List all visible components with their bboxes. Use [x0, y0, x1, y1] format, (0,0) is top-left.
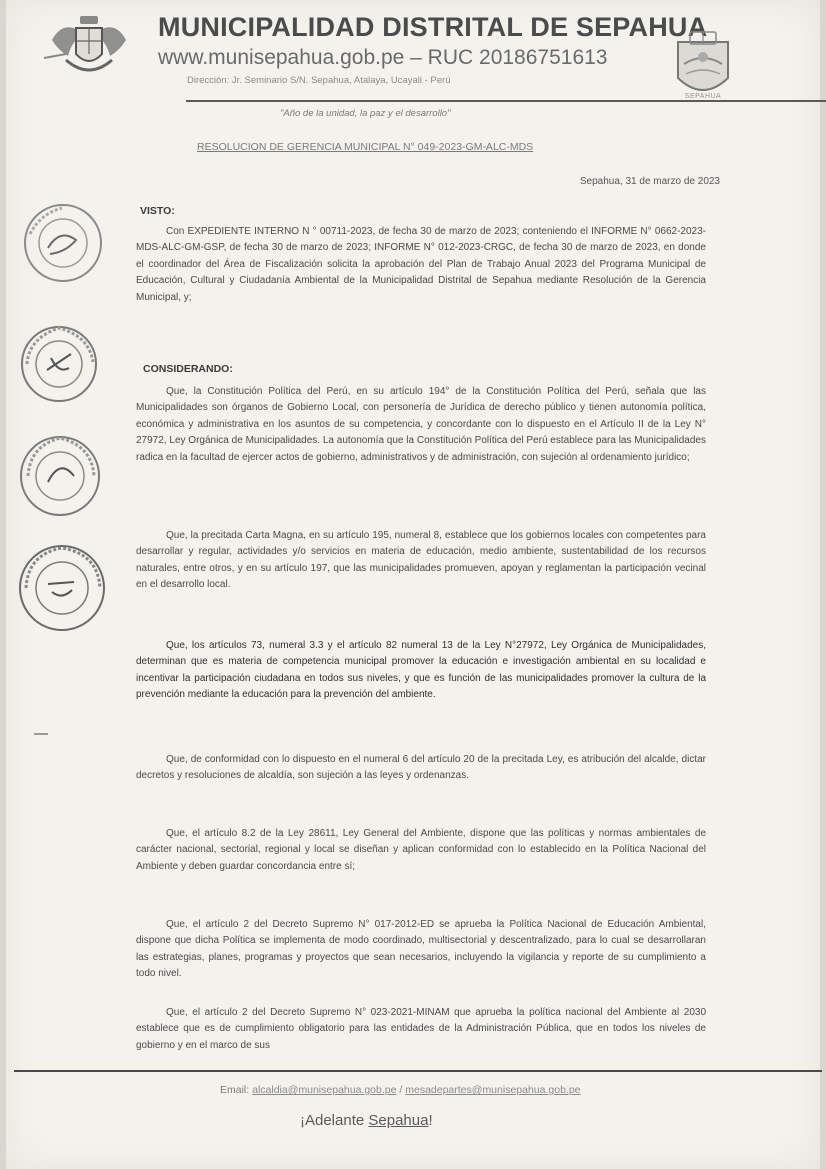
- year-motto: "Año de la unidad, la paz y el desarrollo": [280, 108, 451, 119]
- footer-slogan: [300, 1112, 540, 1129]
- slogan-prefix: ¡Adelante: [300, 1112, 369, 1129]
- visto-paragraph: Con EXPEDIENTE INTERNO N ° 00711-2023, de fecha 30 de marzo de 2023; conteniendo el INFORME N° 0662-2023-MDS-ALC-GM-GSP, de fecha 30 de marzo de 2023; INFORME N° 012-2023-CRGC, de fecha 30 de marzo de 2023, en donde el coordinador del Área de Fiscalización solicita la aprobación del Plan de Trabajo Anual 2023 del Programa Municipal de Educación, Cultural y Ciudadanía Ambiental de la Municipalidad Distrital de Sepahua mediante Resolución de la Gerencia Municipal, y;: [136, 226, 706, 303]
- address-line: Dirección: Jr. Seminario S/N. Sepahua, Atalaya, Ucayali - Perú: [187, 75, 451, 86]
- official-seal-4-icon: [14, 540, 110, 636]
- considerando-paragraph-5: Que, el artículo 8.2 de la Ley 28611, Ley General del Ambiente, dispone que las políticas y normas ambientales de carácter nacional, sectorial, regional y local se diseñan y aplican conformidad con lo establecido en la Política Nacional del Ambiente y deben guardar concordancia entre sí;: [136, 828, 706, 872]
- header-divider: [186, 100, 826, 102]
- considerando-heading: CONSIDERANDO:: [143, 363, 233, 375]
- email-link-mesadepartes[interactable]: mesadepartes@munisepahua.gob.pe: [405, 1084, 581, 1096]
- considerando-paragraph-7: Que, el artículo 2 del Decreto Supremo N° 023-2021-MINAM que aprueba la política nacional del Ambiente al 2030 establece que es de cumplimiento obligatorio para las entidades de la Administración Pública, que en todos los niveles de gobierno y en el marco de sus: [136, 1007, 706, 1051]
- issue-date: Sepahua, 31 de marzo de 2023: [579, 176, 720, 187]
- slogan-suffix: !: [428, 1112, 433, 1129]
- right-logo-caption: SEPAHUA: [684, 93, 722, 100]
- slogan-highlight: Sepahua: [368, 1112, 429, 1129]
- considerando-paragraph-3: Que, los artículos 73, numeral 3.3 y el artículo 82 numeral 13 de la Ley N°27972, Ley Orgánica de Municipalidades, determinan que es materia de competencia municipal promover la educación e investigación ambiental en su localidad e incentivar la participación ciudadana en todos sus niveles, y que es función de las municipalidades promover la cultura de la prevención mediante la educación para la prevención del ambiente.: [136, 640, 706, 701]
- considerando-paragraph-6: Que, el artículo 2 del Decreto Supremo N° 017-2012-ED se aprueba la Política Nacional de Educación Ambiental, dispone que dicha Política se implementa de modo coordinado, multisectorial y descentralizado, para lo cual se desarrollaran las estrategias, planes, programas y proyectos que sean necesarios, incluyendo la vigilancia y reporte de su cumplimiento a todo nivel.: [136, 919, 706, 980]
- website-and-ruc: www.munisepahua.gob.pe – RUC 20186751613: [158, 46, 608, 69]
- official-seal-3-icon: [16, 432, 104, 520]
- margin-mark: [34, 733, 48, 735]
- considerando-paragraph-1: Que, la Constitución Política del Perú, en su artículo 194° de la Constitución Política del Perú, señala que las Municipalidades son órganos de Gobierno Local, con personería de Jurídica de derecho público y tienen autonomía política, económica y administrativa en los asuntos de su competencia, y concordante con lo dispuesto en el Artículo II de la Ley N° 27972, Ley Orgánica de Municipalidades. La autonomía que la Constitución Política del Perú establece para las Municipalidades radica en la facultad de ejercer actos de gobierno, administrativos y de administración, con sujeción al ordenamiento jurídico;: [136, 386, 706, 463]
- email-link-alcaldia[interactable]: alcaldia@munisepahua.gob.pe: [252, 1084, 397, 1096]
- footer-divider: [14, 1070, 822, 1072]
- email-label: Email:: [220, 1084, 250, 1096]
- visto-heading: VISTO:: [140, 205, 175, 217]
- resolution-title: RESOLUCION DE GERENCIA MUNICIPAL N° 049-2023-GM-ALC-MDS: [197, 141, 534, 153]
- municipality-name: MUNICIPALIDAD DISTRITAL DE SEPAHUA: [158, 12, 708, 42]
- considerando-paragraph-2: Que, la precitada Carta Magna, en su artículo 195, numeral 8, establece que los gobiernos locales con competentes para desarrollar y regular, actividades y/o servicios en materia de educación, medio ambiente, sustentabilidad de los recursos naturales, entre otros, y en su artículo 197, que las municipalidades promueven, apoyan y reglamentan la participación vecinal en el desarrollo local.: [136, 530, 706, 591]
- considerando-paragraph-4: Que, de conformidad con lo dispuesto en el numeral 6 del artículo 20 de la precitada Ley, es atribución del alcalde, dictar decretos y resoluciones de alcaldía, son sujeción a las leyes y ordenanzas.: [136, 754, 706, 782]
- official-seal-2-icon: [17, 322, 101, 406]
- official-seal-1-icon: [20, 200, 106, 286]
- coat-of-arms-logo: [44, 10, 134, 88]
- footer-email-line: [220, 1084, 680, 1096]
- email-separator: /: [396, 1084, 406, 1096]
